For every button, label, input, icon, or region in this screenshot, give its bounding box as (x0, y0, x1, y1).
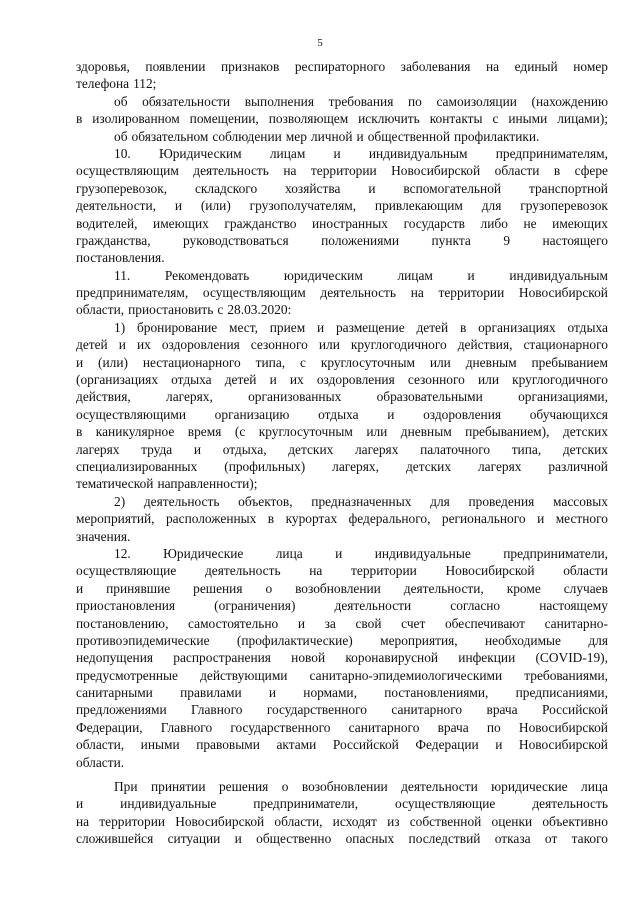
text-line: на территории Новосибирской области, исходят из собственной оценки объективно (76, 813, 608, 829)
text-line: области, приостановить с 28.03.2020: (76, 302, 292, 318)
text-line: 1) бронирование мест, прием и размещение детей в организациях отдыха (114, 319, 608, 335)
text-line: санитарными правилами и нормами, постановлениями, предписаниями, (76, 685, 608, 701)
text-line: осуществляющие деятельность на территории Новосибирской области (76, 563, 608, 579)
text-line: и (или) нестационарного типа, с круглосуточным или дневным пребыванием (76, 354, 608, 370)
page-number: 5 (317, 37, 323, 49)
text-line: предпринимателям, осуществляющим деятельность на территории Новосибирской (76, 285, 608, 301)
text-line: здоровья, появлении признаков респираторного заболевания на единый номер (76, 59, 608, 74)
text-line: 2) деятельность объектов, предназначенных для проведения массовых (114, 493, 608, 509)
text-line: постановлению, самостоятельно и за свой счет обеспечивают санитарно- (76, 615, 608, 631)
text-line: действия, лагерях, организованных образовательными организациями, (76, 389, 608, 405)
text-line: грузоперевозок, складского хозяйства и вспомогательной транспортной (76, 180, 608, 196)
text-line: 11. Рекомендовать юридическим лицам и индивидуальным (114, 267, 608, 283)
text-line: телефона 112; (76, 76, 157, 92)
text-line: детей и их оздоровления сезонного или круглогодичного действия, стационарного (76, 337, 608, 353)
text-line: в каникулярное время (с круглосуточным или дневным пребыванием), детских (76, 424, 608, 440)
text-line: тематической направленности); (76, 476, 258, 492)
text-line: в изолированном помещении, позволяющем исключить контакты с иными лицами); (76, 111, 608, 127)
text-line: осуществляющими организацию отдыха и оздоровления обучающихся (76, 406, 608, 422)
text-line: осуществляющим деятельность на территории Новосибирской области в сфере (76, 163, 608, 179)
text-line: предложениями Главного государственного санитарного врача Российской (76, 702, 608, 718)
text-line: приостановления (ограничения) деятельности согласно настоящему (76, 598, 608, 614)
text-line: значения. (76, 528, 131, 544)
text-line: об обязательном соблюдении мер личной и общественной профилактики. (114, 128, 540, 144)
text-line: лагерях труда и отдыха, детских лагерях палаточного типа, детских (76, 441, 608, 457)
text-line: При принятии решения о возобновлении деятельности юридические лица (114, 779, 608, 795)
text-line: Федерации, Главного государственного санитарного врача по Новосибирской (76, 719, 608, 735)
text-line: мероприятий, расположенных в курортах федерального, регионального и местного (76, 511, 608, 527)
text-line: недопущения распространения новой коронавирусной инфекции (COVID-19), (76, 650, 608, 666)
text-line: водителей, имеющих гражданство иностранных государств либо не имеющих (76, 215, 608, 231)
text-line: и принявшие решения о возобновлении деятельности, кроме случаев (76, 580, 608, 596)
text-line: постановления. (76, 250, 165, 266)
text-line: и индивидуальные предприниматели, осуществляющие деятельность (76, 796, 608, 812)
text-line: 10. Юридическим лицам и индивидуальным предпринимателям, (114, 145, 608, 161)
text-line: специализированных (профильных) лагерях, детских лагерях различной (76, 458, 608, 474)
paragraph-gap (76, 771, 608, 778)
text-line: противоэпидемические (профилактические) мероприятия, необходимые для (76, 632, 608, 648)
text-line: сложившейся ситуации и общественно опасных последствий отказа от такого (76, 831, 608, 847)
text-line: деятельности, и (или) грузополучателям, привлекающим для грузоперевозок (76, 198, 608, 214)
text-line: области. (76, 754, 125, 770)
text-line: (организациях отдыха детей и их оздоровления сезонного или круглогодичного (76, 372, 608, 388)
text-line: области, иными правовыми актами Российской Федерации и Новосибирской (76, 737, 608, 753)
text-line: 12. Юридические лица и индивидуальные предприниматели, (114, 545, 608, 561)
text-line: предусмотренные действующими санитарно-эпидемиологическими требованиями, (76, 667, 608, 683)
document-body (76, 58, 608, 848)
text-line: гражданства, руководствоваться положениями пункта 9 настоящего (76, 232, 608, 248)
text-line: об обязательности выполнения требования по самоизоляции (нахождению (114, 93, 608, 109)
